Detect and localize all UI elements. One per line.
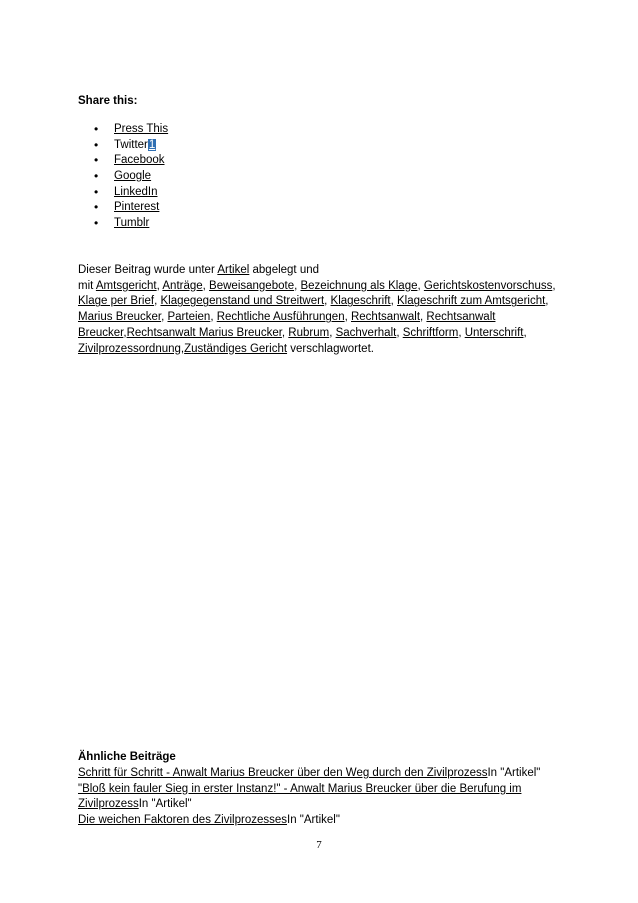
share-item — [78, 216, 168, 232]
share-item — [78, 200, 168, 216]
tag-link[interactable]: Rechtsanwalt — [350, 311, 421, 324]
share-heading: Share this: — [78, 95, 138, 107]
tag-link[interactable]: Anträge — [162, 279, 203, 292]
tag-link[interactable]: Schriftform — [402, 326, 459, 339]
related-category: In "Artikel" — [138, 798, 192, 811]
related-item — [78, 766, 568, 782]
tag-link[interactable]: Unterschrift — [464, 326, 524, 339]
page-number: 7 — [316, 839, 322, 851]
tag-link[interactable]: Sachverhalt — [335, 326, 397, 339]
tag-link[interactable]: Zuständiges Gericht — [184, 342, 288, 355]
tag-link[interactable]: Klage per Brief — [78, 295, 155, 308]
related-heading: Ähnliche Beiträge — [78, 751, 176, 763]
tag-link[interactable]: Rechtsanwalt Breucker — [78, 311, 496, 339]
tags-mit-text: mit — [78, 279, 96, 292]
tags-outro-text: verschlagwortet. — [287, 342, 374, 355]
tag-link[interactable]: Bezeichnung als Klage — [300, 279, 418, 292]
share-link-facebook[interactable]: Facebook — [114, 154, 165, 167]
tag-link[interactable]: Klageschrift — [330, 295, 391, 308]
share-item — [78, 122, 168, 138]
related-item — [78, 813, 568, 829]
related-link[interactable]: "Bloß kein fauler Sieg in erster Instanz!" - Anwalt Marius Breucker über die Berufung im Zivilprozess — [78, 782, 522, 811]
share-list — [78, 122, 168, 232]
tags-paragraph: Dieser Beitrag wurde unter Artikel abgelegt und mit Amtsgericht, Anträge, Beweisangebote, Bezeichnung als Klage, Gerichtskostenvorschuss, Klage per Brief, Klagegegenstand und Streitwert, Klageschrift, Klageschrift zum Amtsgericht, Marius Breucker, Parteien, Rechtliche Ausführungen, Rechtsanwalt, Rechtsanwalt Breucker,Rechtsanwalt Marius Breucker, Rubrum, Sachverhalt, Schriftform, Unterschrift, Zivilprozessordnung,Zuständiges Gericht verschlagwortet. — [78, 264, 556, 355]
related-link[interactable]: Die weichen Faktoren des Zivilprozesses — [78, 814, 288, 827]
tag-link[interactable]: Parteien — [167, 311, 211, 324]
related-link[interactable]: Schritt für Schritt - Anwalt Marius Breucker über den Weg durch den Zivilprozess — [78, 767, 488, 779]
share-item — [78, 138, 168, 154]
tags-intro-text: Dieser Beitrag wurde unter — [78, 264, 218, 276]
share-link-google[interactable]: Google — [114, 170, 152, 183]
related-list — [78, 766, 568, 829]
share-link-twitter[interactable]: Twitter — [114, 138, 148, 151]
category-link[interactable]: Artikel — [217, 264, 250, 276]
share-link-pinterest[interactable]: Pinterest — [114, 201, 160, 214]
tag-link[interactable]: Marius Breucker — [78, 311, 162, 324]
twitter-count-badge[interactable]: 1 — [148, 138, 156, 151]
tag-link[interactable]: Klageschrift zum Amtsgericht — [397, 295, 546, 308]
tag-link[interactable]: Amtsgericht — [95, 279, 157, 292]
share-item — [78, 169, 168, 185]
tag-link[interactable]: Rechtliche Ausführungen — [216, 311, 345, 324]
share-link-press-this[interactable]: Press This — [114, 123, 169, 135]
share-item — [78, 153, 168, 169]
tag-link[interactable]: Gerichtskostenvorschuss — [423, 279, 553, 292]
tag-link[interactable]: Zivilprozessordnung — [78, 342, 181, 355]
tags-mid-text: abgelegt und — [249, 264, 320, 276]
share-link-tumblr[interactable]: Tumblr — [114, 217, 150, 230]
related-category: In "Artikel" — [487, 767, 541, 779]
tag-link[interactable]: Rubrum — [288, 326, 330, 339]
tag-link[interactable]: Klagegegenstand und Streitwert — [160, 295, 325, 308]
share-link-linkedin[interactable]: LinkedIn — [114, 185, 158, 198]
related-category: In "Artikel" — [287, 814, 340, 827]
related-item — [78, 782, 568, 813]
tag-link[interactable]: Rechtsanwalt Marius Breucker — [126, 326, 282, 339]
share-item — [78, 185, 168, 201]
tag-link[interactable]: Beweisangebote — [209, 279, 295, 292]
